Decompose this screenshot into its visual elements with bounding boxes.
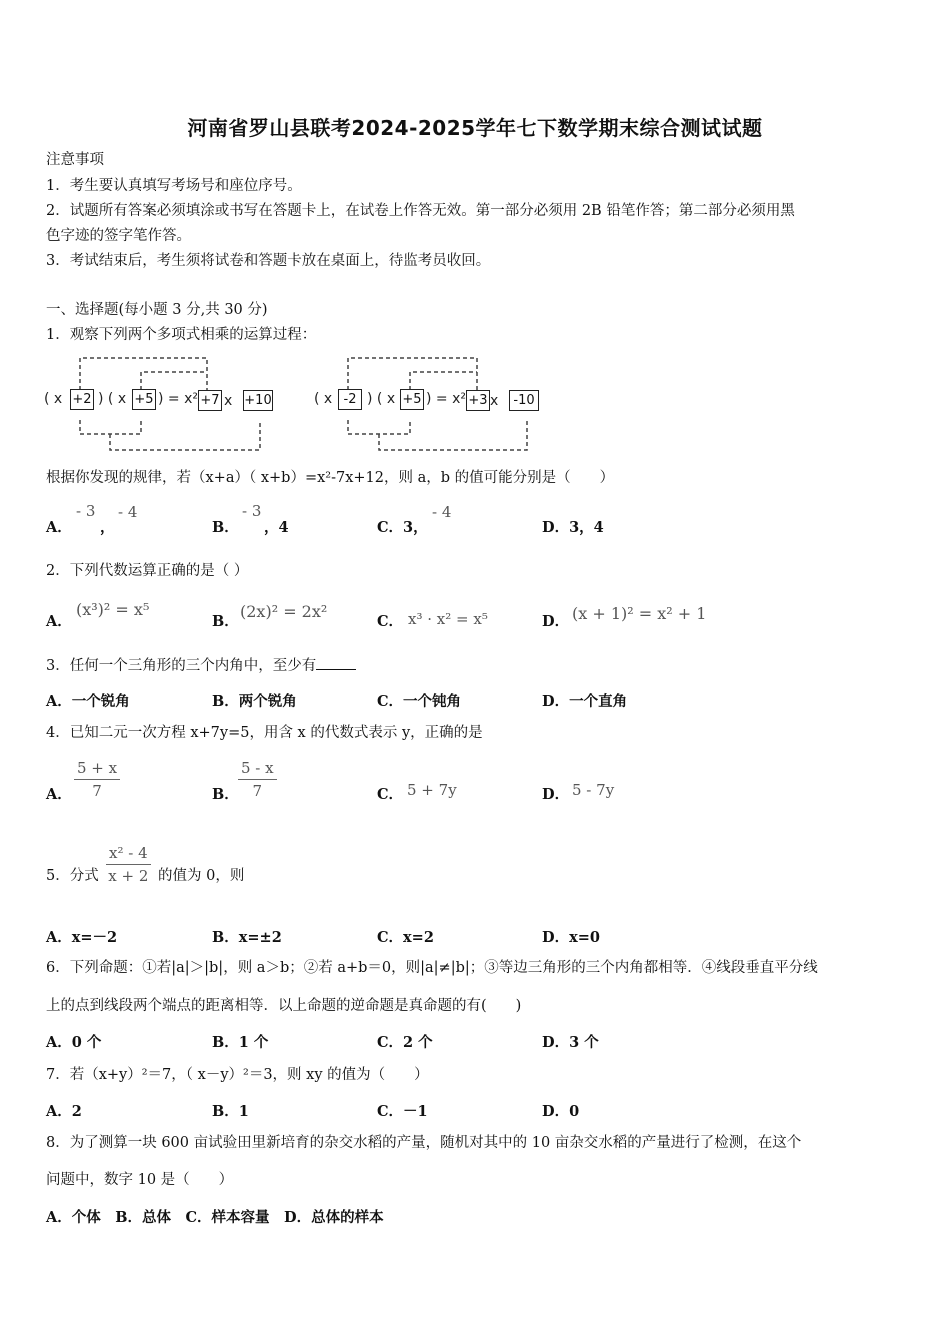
diagram-2-term-c: +3 (466, 390, 490, 411)
q4-option-a-denominator: 7 (92, 782, 102, 800)
q2-option-b-label: B． (212, 613, 239, 630)
q3-option-d: D．一个直角 (542, 693, 628, 710)
q3-stem: 3．任何一个三角形的三个内角中，至少有 (46, 655, 356, 676)
q5-stem-pre: 5．分式 (46, 868, 99, 884)
q8-options: A．个体 B．总体 C．样本容量 D．总体的样本 (46, 1209, 384, 1226)
diagram-2-term-a: -2 (338, 389, 362, 410)
q6-line-2: 上的点到线段两个端点的距离相等．以上命题的逆命题是真命题的有( ) (46, 998, 522, 1014)
q6-option-a: A．0 个 (46, 1034, 102, 1051)
q4-option-b-denominator: 7 (252, 782, 263, 800)
q3-option-b: B．两个锐角 (212, 693, 297, 710)
q7-stem: 7．若（x+y）²＝7，（ x－y）²＝3，则 xy 的值为（ ） (46, 1067, 429, 1083)
diagram-2-eq: ) = x² (426, 391, 466, 407)
q4-option-b-label: B． (212, 786, 239, 803)
q2-option-a-label: A． (46, 613, 72, 630)
q4-option-a-numerator: 5 + x (74, 757, 120, 780)
q1-option-a-label: A． (46, 519, 72, 536)
q8-line-2: 问题中，数字 10 是（ ） (46, 1172, 234, 1188)
q5-denominator: x + 2 (108, 867, 149, 885)
q5-option-c: C．x=2 (377, 929, 434, 946)
notice-item-2b: 色字迹的签字笔作答。 (46, 228, 191, 244)
diagram-1-mid-x: ) ( x (98, 391, 127, 407)
q5-option-a: A．x=－2 (46, 929, 118, 946)
notice-item-2a: 2．试题所有答案必须填涂或书写在答题卡上，在试卷上作答无效。第一部分必须用 2B 铅笔作答；第二部分必须用黑 (46, 203, 795, 219)
diagram-2-mid-x: ) ( x (367, 391, 396, 407)
q5-option-d: D．x=0 (542, 929, 600, 946)
diagram-1-term-a: +2 (70, 389, 94, 410)
q1-diagram-2 (312, 350, 552, 460)
q4-option-c-label: C． (377, 786, 404, 803)
q6-option-b: B．1 个 (212, 1034, 269, 1051)
q7-option-a: A．2 (46, 1103, 82, 1120)
q2-stem: 2．下列代数运算正确的是（ ） (46, 563, 249, 579)
q1-stem: 1．观察下列两个多项式相乘的运算过程： (46, 327, 317, 343)
q1-option-c-label: C．3， (377, 519, 428, 536)
q2-option-c-label: C． (377, 613, 404, 630)
diagram-1-term-b: +5 (132, 389, 156, 410)
q6-line-1: 6．下列命题：①若|a|＞|b|，则 a＞b；②若 a+b＝0，则|a|≠|b|；③等边三角形的三个内角都相等．④线段垂直平分线 (46, 960, 818, 976)
q4-option-a-label: A． (46, 786, 72, 803)
q4-option-b-numerator: 5 - x (238, 757, 277, 780)
q2-option-d-label: D． (542, 613, 570, 630)
notice-heading: 注意事项 (46, 152, 104, 168)
q4-option-a-fraction (74, 757, 120, 802)
q1-option-a-sep: ， (100, 519, 115, 536)
q4-option-d-expr: 5 - 7y (572, 781, 615, 799)
q1-option-c-value2: - 4 (432, 503, 452, 521)
q1-option-b-value1: - 3 (242, 502, 262, 520)
q5-fraction (106, 842, 151, 887)
diagram-1-term-d: +10 (243, 390, 273, 411)
page-title: 河南省罗山县联考2024-2025学年七下数学期末综合测试试题 (187, 116, 763, 140)
notice-item-3: 3．考试结束后，考生须将试卷和答题卡放在桌面上，待监考员收回。 (46, 253, 491, 269)
diagram-1-open-x: ( x (44, 391, 63, 407)
q1-option-a-value1: - 3 (76, 502, 96, 520)
q1-question: 根据你发现的规律，若（x+a）（ x+b）=x²-7x+12，则 a，b 的值可能分别是（ ） (46, 470, 615, 486)
q3-option-a: A．一个锐角 (46, 693, 130, 710)
q4-option-c-expr: 5 + 7y (407, 781, 457, 799)
q7-option-b: B．1 (212, 1103, 249, 1120)
q2-option-d-expr: (x + 1)² = x² + 1 (572, 604, 707, 623)
diagram-2-term-b: +5 (400, 389, 424, 410)
diagram-2-x: x (490, 393, 499, 409)
q1-option-b-value2: ，4 (264, 519, 289, 536)
q7-option-c: C．－1 (377, 1103, 428, 1120)
diagram-2-term-d: -10 (509, 390, 539, 411)
q1-option-b-label: B． (212, 519, 239, 536)
diagram-1-eq: ) = x² (158, 391, 198, 407)
q6-option-c: C．2 个 (377, 1034, 433, 1051)
q3-option-c: C．一个钝角 (377, 693, 462, 710)
diagram-1-term-c: +7 (198, 390, 222, 411)
q5-option-b: B．x=±2 (212, 929, 282, 946)
diagram-1-x: x (224, 393, 233, 409)
q2-option-c-expr: x³ · x² = x⁵ (408, 610, 488, 628)
q1-option-d: D．3，4 (542, 519, 604, 536)
q4-option-d-label: D． (542, 786, 570, 803)
q2-option-a-expr: (x³)² = x⁵ (76, 600, 150, 619)
q1-option-a-value2: - 4 (118, 503, 138, 521)
q7-option-d: D．0 (542, 1103, 580, 1120)
section-heading: 一、选择题(每小题 3 分,共 30 分) (46, 302, 268, 318)
q2-option-b-expr: (2x)² = 2x² (240, 602, 328, 621)
q5-stem-post: 的值为 0，则 (158, 868, 245, 884)
q6-option-d: D．3 个 (542, 1034, 599, 1051)
diagram-2-open-x: ( x (314, 391, 333, 407)
q1-diagram-1 (40, 350, 280, 460)
q3-answer-blank (316, 655, 356, 670)
q4-option-b-fraction (238, 757, 277, 802)
q4-stem: 4．已知二元一次方程 x+7y=5，用含 x 的代数式表示 y，正确的是 (46, 725, 483, 741)
notice-item-1: 1．考生要认真填写考场号和座位序号。 (46, 178, 302, 194)
q5-numerator: x² - 4 (106, 842, 151, 865)
q8-line-1: 8．为了测算一块 600 亩试验田里新培育的杂交水稻的产量，随机对其中的 10 亩杂交水稻的产量进行了检测，在这个 (46, 1135, 802, 1151)
